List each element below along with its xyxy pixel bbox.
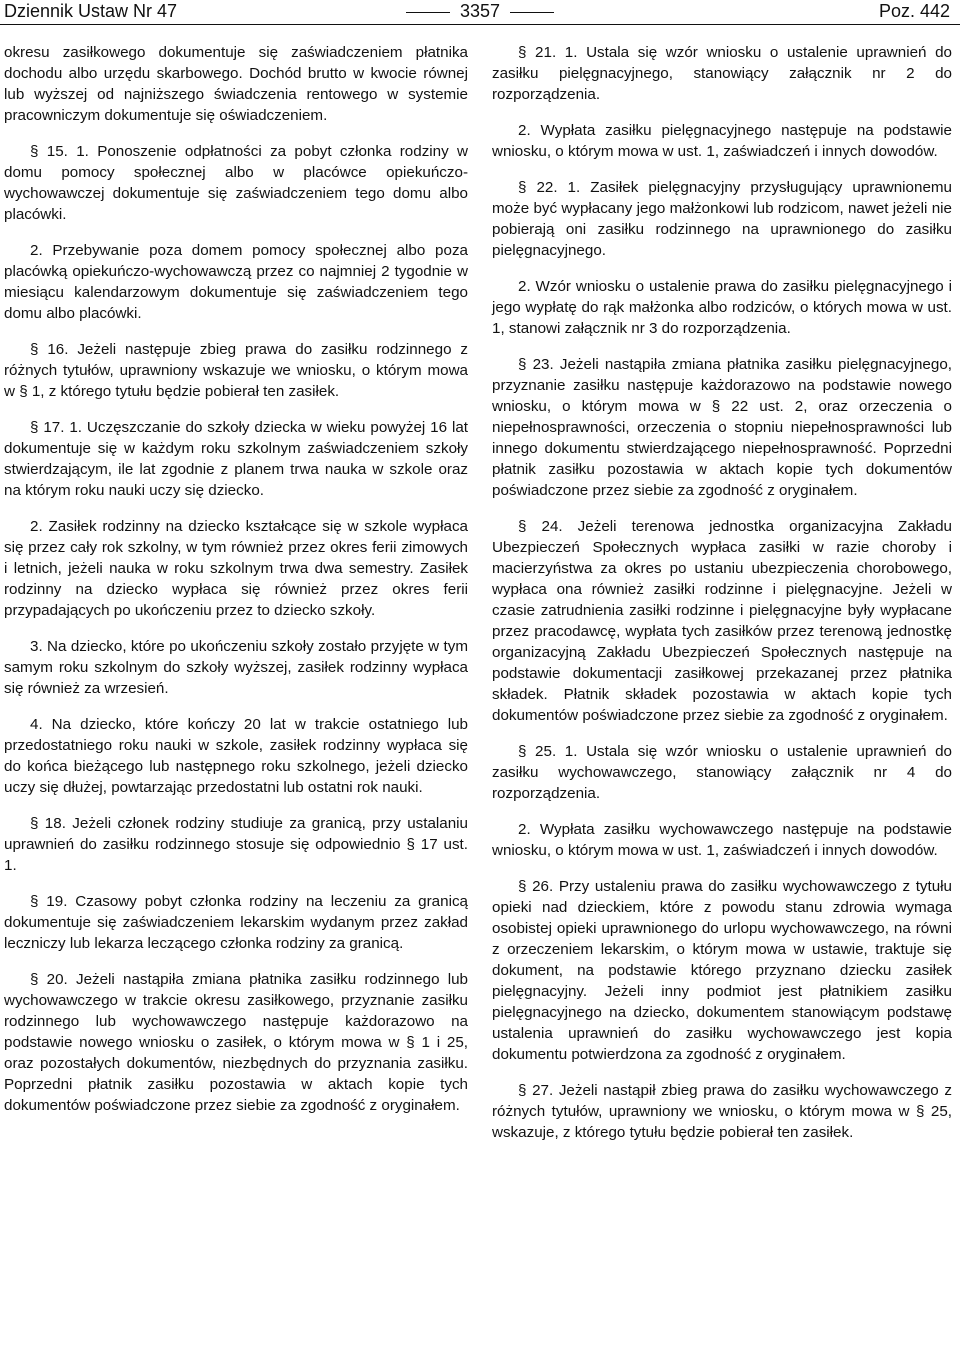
paragraph: 2. Wzór wniosku o ustalenie prawa do zasiłku pielęgnacyjnego i jego wypłatę do rąk małżonka albo rodziców, o których mowa w ust. 1, stanowi załącznik nr 3 do rozporządzenia.: [492, 278, 952, 337]
paragraph: § 26. Przy ustaleniu prawa do zasiłku wychowawczego z tytułu opieki nad dzieckiem, które z powodu stanu zdrowia wymaga osobistej opieki uprawnionego do urlopu wychowawczego, na równi z orzeczeniem lekarskim, o którym mowa w ustawie, traktuje się dokument, na podstawie którego przyznano dziecku zasiłek pielęgnacyjny. Jeżeli inny podmiot jest płatnikiem zasiłku pielęgnacyjnego na dziecko, dokumentem stanowiącym podstawę ustalenia uprawnień do zasiłku wychowawczego jest kopia dokumentu potwierdzona za zgodność z oryginałem.: [492, 878, 952, 1063]
paragraph: 4. Na dziecko, które kończy 20 lat w trakcie ostatniego lub przedostatniego roku nauki w szkole, zasiłek rodzinny wypłaca się do końca bieżącego lub następnego roku szkolnego, jeżeli dziecko uczy się dłużej, powtarzając przedostatni lub ostatni rok nauki.: [4, 716, 468, 796]
paragraph: 2. Zasiłek rodzinny na dziecko kształcące się w szkole wypłaca się przez cały rok szkolny, w tym również przez okres ferii zimowych i letnich, jeżeli nauka w roku szkolnym trwa dwa semestry. Zasiłek rodzinny na dziecko wypłaca się również przez okres ferii przypadających po ukończeniu przez to dziecko szkoły.: [4, 518, 468, 619]
paragraph: 3. Na dziecko, które po ukończeniu szkoły zostało przyjęte w tym samym roku szkolnym do szkoły wyższej, zasiłek rodzinny wypłaca się również za wrzesień.: [4, 638, 468, 697]
right-column: [492, 42, 952, 1158]
left-column: [4, 42, 468, 1131]
paragraph: okresu zasiłkowego dokumentuje się zaświadczeniem płatnika dochodu albo urzędu skarbowego. Dochód brutto w kwocie równej lub wyższej od najniższego świadczenia rentowego w systemie pracowniczym dokumentuje się oświadczeniem.: [4, 44, 468, 124]
paragraph: § 25. 1. Ustala się wzór wniosku o ustalenie uprawnień do zasiłku wychowawczego, stanowiący załącznik nr 4 do rozporządzenia.: [492, 743, 952, 802]
paragraph: § 23. Jeżeli nastąpiła zmiana płatnika zasiłku pielęgnacyjnego, przyznanie zasiłku następuje każdorazowo na podstawie nowego wniosku, o którym mowa w § 22 ust. 2, oraz orzeczenia o niepełnosprawności, orzeczenia o stopniu niepełnosprawności lub innego dokumentu stwierdzającego niepełnosprawność. Poprzedni płatnik zasiłku pozostawia w aktach kopie tych dokumentów poświadczone przez siebie za zgodność z oryginałem.: [492, 356, 952, 499]
paragraph: § 18. Jeżeli członek rodziny studiuje za granicą, przy ustalaniu uprawnień do zasiłku rodzinnego stosuje się odpowiednio § 17 ust. 1.: [4, 815, 468, 874]
paragraph: § 15. 1. Ponoszenie odpłatności za pobyt członka rodziny w domu pomocy społecznej albo w placówce opiekuńczo-wychowawczej dokumentuje się zaświadczeniem tego domu albo placówki.: [4, 143, 468, 223]
dash-right: [510, 12, 554, 13]
paragraph: § 22. 1. Zasiłek pielęgnacyjny przysługujący uprawnionemu może być wypłacany jego małżonkowi lub rodzicom, nawet jeżeli nie pobierają oni zasiłku rodzinnego na uprawnionego do zasiłku pielęgnacyjnego.: [492, 179, 952, 259]
paragraph: § 21. 1. Ustala się wzór wniosku o ustalenie uprawnień do zasiłku pielęgnacyjnego, stanowiący załącznik nr 2 do rozporządzenia.: [492, 44, 952, 103]
header-rule: [0, 24, 960, 25]
page-header: [0, 0, 960, 22]
dash-left: [406, 12, 450, 13]
paragraph: § 20. Jeżeli nastąpiła zmiana płatnika zasiłku rodzinnego lub wychowawczego w trakcie okresu zasiłkowego, przyznanie zasiłku rodzinnego lub wychowawczego następuje każdorazowo na podstawie nowego wniosku o zasiłek, o którym mowa w § 1 i 25, oraz pozostałych dokumentów, niezbędnych do przyznania zasiłku. Poprzedni płatnik zasiłku pozostawia w aktach kopie tych dokumentów poświadczone przez siebie za zgodność z oryginałem.: [4, 971, 468, 1114]
paragraph: § 24. Jeżeli terenowa jednostka organizacyjna Zakładu Ubezpieczeń Społecznych wypłaca zasiłki w razie choroby i macierzyństwa za okres po ustaniu ubezpieczenia chorobowego, wypłaca ona również zasiłki rodzinne i pielęgnacyjne. Jeżeli w czasie zatrudnienia zasiłki rodzinne i pielęgnacyjne były wypłacane przez pracodawcę, wypłata tych zasiłków przez terenową jednostkę organizacyjną Zakładu Ubezpieczeń Społecznych następuje na podstawie dokumentacji zasiłkowej przekazanej przez płatnika składek. Płatnik składek pozostawia w aktach kopie tych dokumentów poświadczone przez siebie za zgodność z oryginałem.: [492, 518, 952, 724]
journal-title: Dziennik Ustaw Nr 47: [4, 1, 178, 21]
page-number: 3357: [459, 1, 501, 21]
position-number: Poz. 442: [878, 1, 950, 21]
paragraph: 2. Przebywanie poza domem pomocy społecznej albo poza placówką opiekuńczo-wychowawczą przez co najmniej 2 tygodnie w miesiącu kalendarzowym dokumentuje się zaświadczeniem tego domu albo placówki.: [4, 242, 468, 322]
paragraph: 2. Wypłata zasiłku pielęgnacyjnego następuje na podstawie wniosku, o którym mowa w ust. 1, zaświadczeń i innych dowodów.: [492, 122, 952, 160]
paragraph: § 19. Czasowy pobyt członka rodziny na leczeniu za granicą dokumentuje się zaświadczeniem lekarskim wydanym przez zakład leczniczy lub lekarza leczącego członka rodziny za granicą.: [4, 893, 468, 952]
page-number-block: [0, 0, 960, 22]
paragraph: 2. Wypłata zasiłku wychowawczego następuje na podstawie wniosku, o którym mowa w ust. 1, zaświadczeń i innych dowodów.: [492, 821, 952, 859]
paragraph: § 27. Jeżeli nastąpił zbieg prawa do zasiłku wychowawczego z różnych tytułów, uprawniony we wniosku, o którym mowa w § 25, wskazuje, z którego tytułu będzie pobierał ten zasiłek.: [492, 1082, 952, 1141]
paragraph: § 17. 1. Uczęszczanie do szkoły dziecka w wieku powyżej 16 lat dokumentuje się w każdym roku szkolnym zaświadczeniem szkoły stwierdzającym, ile lat zgodnie z planem trwa nauka w szkole oraz na którym roku nauki uczy się dziecko.: [4, 419, 468, 499]
paragraph: § 16. Jeżeli następuje zbieg prawa do zasiłku rodzinnego z różnych tytułów, uprawniony wskazuje we wniosku, o którym mowa w § 1, z którego tytułu będzie pobierał ten zasiłek.: [4, 341, 468, 400]
